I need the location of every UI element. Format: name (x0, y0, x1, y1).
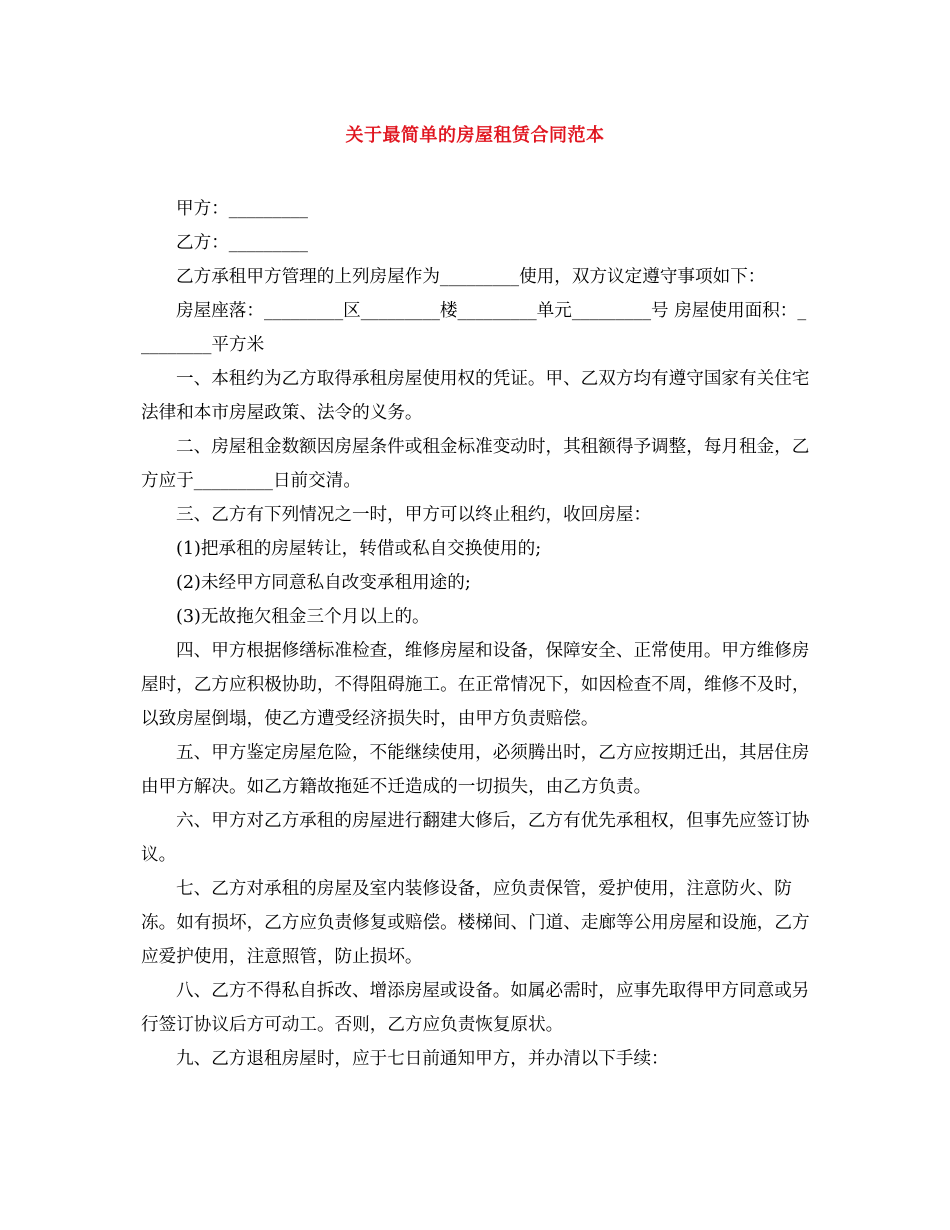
clause-7-paragraph: 七、乙方对承租的房屋及室内装修设备，应负责保管，爱护使用，注意防火、防冻。如有损坏，乙方应负责修复或赔偿。楼梯间、门道、走廊等公用房屋和设施，乙方应爱护使用，注意照管，防止损坏。 (141, 879, 810, 967)
document-title: 关于最简单的房屋租赁合同范本 (345, 125, 605, 146)
clause-8-paragraph: 八、乙方不得私自拆改、增添房屋或设备。如属必需时，应事先取得甲方同意或另行签订协议后方可动工。否则，乙方应负责恢复原状。 (141, 981, 810, 1035)
clause-4-paragraph: 四、甲方根据修缮标准检查，维修房屋和设备，保障安全、正常使用。甲方维修房屋时，乙方应积极协助，不得阻碍施工。在正常情况下，如因检查不周，维修不及时，以致房屋倒塌，使乙方遭受经济损失时，由甲方负责赔偿。 (141, 641, 810, 729)
clause-3-item-3: (3)无故拖欠租金三个月以上的。 (176, 607, 430, 627)
usage-intro-paragraph: 乙方承租甲方管理的上列房屋作为_________使用，双方议定遵守事项如下： (176, 267, 766, 287)
party-a-line: 甲方：_________ (176, 199, 308, 219)
clause-1-paragraph: 一、本租约为乙方取得承租房屋使用权的凭证。甲、乙双方均有遵守国家有关住宅法律和本市房屋政策、法令的义务。 (141, 369, 810, 423)
clause-5-paragraph: 五、甲方鉴定房屋危险，不能继续使用，必须腾出时，乙方应按期迁出，其居住房由甲方解决。如乙方籍故拖延不迁造成的一切损失，由乙方负责。 (141, 743, 810, 797)
clause-3-paragraph: 三、乙方有下列情况之一时，甲方可以终止租约，收回房屋： (176, 505, 652, 525)
clause-6-paragraph: 六、甲方对乙方承租的房屋进行翻建大修后，乙方有优先承租权，但事先应签订协议。 (141, 811, 810, 865)
document-body (141, 192, 813, 1076)
clause-9-paragraph: 九、乙方退租房屋时，应于七日前通知甲方，并办清以下手续： (176, 1049, 669, 1069)
party-b-line: 乙方：_________ (176, 233, 308, 253)
clause-3-item-1: (1)把承租的房屋转让，转借或私自交换使用的; (176, 539, 542, 559)
clause-3-item-2: (2)未经甲方同意私自改变承租用途的; (176, 573, 471, 593)
clause-2-paragraph: 二、房屋租金数额因房屋条件或租金标准变动时，其租额得予调整，每月租金，乙方应于_________日前交清。 (141, 437, 810, 491)
property-location-paragraph: 房屋座落：_________区_________楼_________单元_________号 房屋使用面积：_________平方米 (141, 301, 807, 355)
